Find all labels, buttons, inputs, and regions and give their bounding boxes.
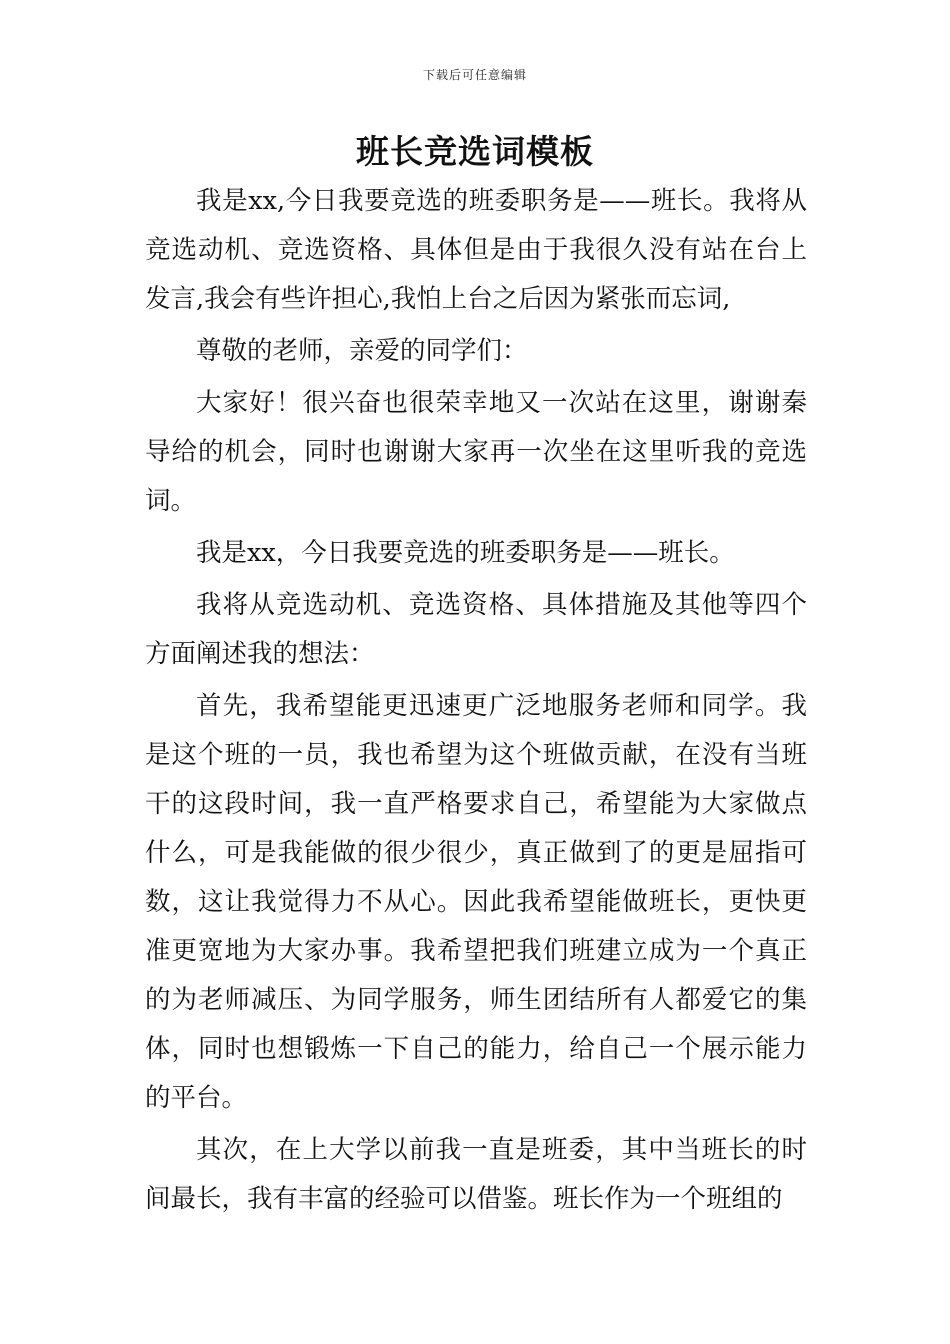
document-body: [145, 177, 807, 1224]
paragraph-second-point: 其次，在上大学以前我一直是班委，其中当班长的时间最长，我有丰富的经验可以借鉴。班长作为一个班组的: [145, 1135, 807, 1214]
paragraph-greeting: 大家好！很兴奋也很荣幸地又一次站在这里，谢谢秦导给的机会，同时也谢谢大家再一次坐在这里听我的竞选词。: [145, 388, 807, 516]
paragraph-intro: 我是xx,今日我要竞选的班委职务是——班长。我将从竞选动机、竞选资格、具体但是由于我很久没有站在台上发言,我会有些许担心,我怕上台之后因为紧张而忘词,: [145, 186, 807, 314]
paragraph-salutation: 尊敬的老师，亲爱的同学们：: [196, 336, 528, 366]
paragraph-self-intro: 我是xx，今日我要竞选的班委职务是——班长。: [196, 538, 735, 568]
paragraph-outline: 我将从竞选动机、竞选资格、具体措施及其他等四个方面阐述我的想法：: [145, 590, 807, 669]
paragraph-first-point: 首先，我希望能更迅速更广泛地服务老师和同学。我是这个班的一员，我也希望为这个班做贡献，在没有当班干的这段时间，我一直严格要求自己，希望能为大家做点什么，可是我能做的很少很少，真正做到了的更是屈指可数，这让我觉得力不从心。因此我希望能做班长，更快更准更宽地为大家办事。我希望把我们班建立成为一个真正的为老师减压、为同学服务，师生团结所有人都爱它的集体，同时也想锻炼一下自己的能力，给自己一个展示能力的平台。: [145, 691, 807, 1113]
header-note: 下载后可任意编辑: [422, 68, 527, 82]
document-title: 班长竞选词模板: [356, 132, 594, 171]
